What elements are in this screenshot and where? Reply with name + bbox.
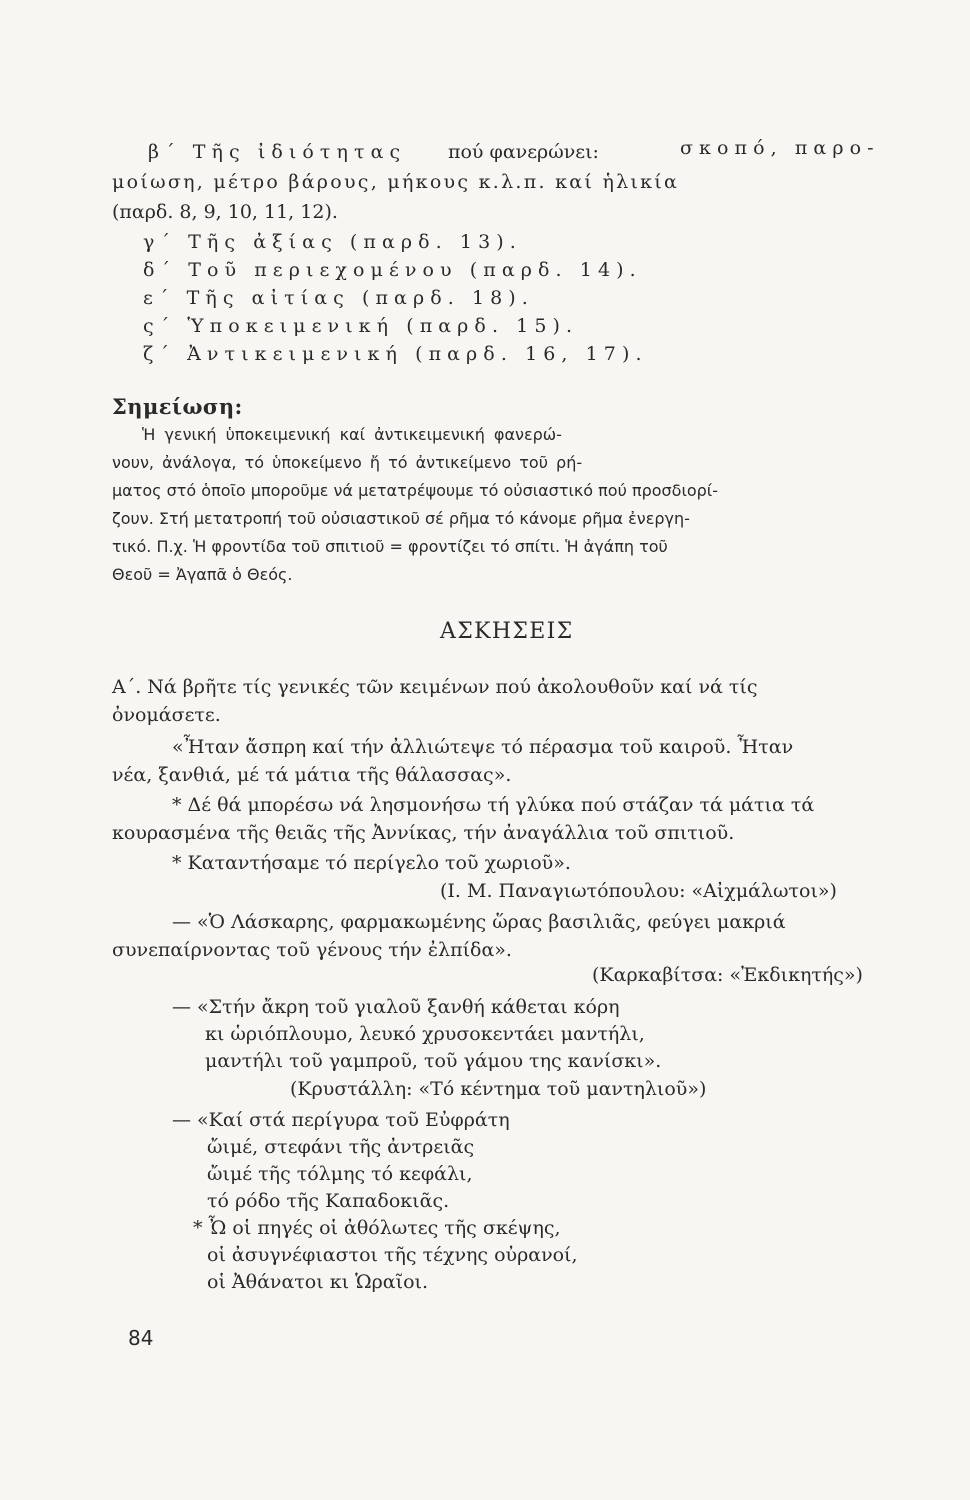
list-item-b-title: β΄ Τῆς ἰδιότητας bbox=[148, 141, 407, 163]
poem-3-line-2: οἱ ἀσυγνέφιαστοι τῆς τέχνης οὐρανοί, bbox=[207, 1244, 578, 1266]
poem-3-line-3: οἱ Ἀθάνατοι κι Ὡραῖοι. bbox=[207, 1271, 429, 1293]
source-1: (Ι. Μ. Παναγιωτόπουλου: «Αἰχμάλωτοι») bbox=[440, 880, 837, 902]
exercise-a-line-1: Α΄. Νά βρῆτε τίς γενικές τῶν κειμένων πού ἀκολουθοῦν καί νά τίς bbox=[112, 676, 758, 698]
note-line-6: Θεοῦ = Ἀγαπᾶ ὁ Θεός. bbox=[112, 565, 293, 584]
note-line-5: τικό. Π.χ. Ἡ φροντίδα τοῦ σπιτιοῦ = φροντίζει τό σπίτι. Ἡ ἀγάπη τοῦ bbox=[112, 537, 668, 556]
poem-3-line-1: * Ὦ οἱ πηγές οἱ ἀθόλωτες τῆς σκέψης, bbox=[193, 1217, 561, 1239]
list-item-st: ς΄ Ὑποκειμενική (παρδ. 15). bbox=[143, 315, 579, 337]
poem-2-line-4: τό ρόδο τῆς Καπαδοκιᾶς. bbox=[207, 1190, 450, 1212]
list-item-b-middle: πού φανερώνει: bbox=[448, 141, 599, 163]
page-number: 84 bbox=[128, 1326, 154, 1350]
quote-2-line-2: συνεπαίρνοντας τοῦ γένους τήν ἐλπίδα». bbox=[112, 939, 512, 961]
list-item-z: ζ΄ Ἀντικειμενική (παρδ. 16, 17). bbox=[143, 343, 648, 365]
quote-1-line-5: * Καταντήσαμε τό περίγελο τοῦ χωριοῦ». bbox=[172, 852, 571, 874]
exercises-title: ΑΣΚΗΣΕΙΣ bbox=[440, 619, 574, 644]
note-line-4: ζουν. Στή μετατροπή τοῦ οὐσιαστικοῦ σέ ρῆμα τό κάνομε ρῆμα ἐνεργη- bbox=[112, 509, 690, 528]
list-item-b-line3: (παρδ. 8, 9, 10, 11, 12). bbox=[112, 201, 338, 223]
list-item-b-line2: μοίωση, μέτρο βάρους, μήκους κ.λ.π. καί ἡλικία bbox=[112, 171, 680, 193]
poem-2-line-3: ὤιμέ τῆς τόλμης τό κεφάλι, bbox=[207, 1163, 473, 1185]
poem-2-line-1: — «Καί στά περίγυρα τοῦ Εὐφράτη bbox=[172, 1109, 510, 1131]
exercise-a-line-2: ὀνομάσετε. bbox=[112, 704, 221, 726]
note-line-3: ματος στό ὁποῖο μποροῦμε νά μετατρέψουμε τό οὐσιαστικό πού προσδιορί- bbox=[112, 481, 718, 500]
list-item-g: γ΄ Τῆς ἀξίας (παρδ. 13). bbox=[143, 231, 522, 253]
source-3: (Κρυστάλλη: «Τό κέντημα τοῦ μαντηλιοῦ») bbox=[290, 1078, 707, 1100]
quote-1-line-1: «Ἦταν ἄσπρη καί τήν ἀλλιώτεψε τό πέρασμα τοῦ καιροῦ. Ἦταν bbox=[172, 736, 794, 758]
poem-2-line-2: ὤιμέ, στεφάνι τῆς ἀντρειᾶς bbox=[207, 1136, 475, 1158]
note-heading: Σημείωση: bbox=[112, 394, 243, 419]
quote-1-line-4: κουρασμένα τῆς θειᾶς τῆς Ἀννίκας, τήν ἀναγάλλια τοῦ σπιτιοῦ. bbox=[112, 822, 735, 844]
quote-1-line-2: νέα, ξανθιά, μέ τά μάτια τῆς θάλασσας». bbox=[112, 764, 512, 786]
list-item-e: ε΄ Τῆς αἰτίας (παρδ. 18). bbox=[143, 287, 534, 309]
list-item-b-end: σκοπό, παρο- bbox=[680, 137, 880, 159]
poem-1-line-2: κι ὡριόπλουμο, λευκό χρυσοκεντάει μαντήλι, bbox=[205, 1023, 645, 1045]
note-line-2: νουν, ἀνάλογα, τό ὑποκείμενο ἤ τό ἀντικείμενο τοῦ ρή- bbox=[112, 453, 583, 472]
quote-1-line-3: * Δέ θά μπορέσω νά λησμονήσω τή γλύκα πού στάζαν τά μάτια τά bbox=[172, 794, 815, 816]
poem-1-line-3: μαντήλι τοῦ γαμπροῦ, τοῦ γάμου της κανίσκι». bbox=[205, 1050, 662, 1072]
poem-1-line-1: — «Στήν ἄκρη τοῦ γιαλοῦ ξανθή κάθεται κόρη bbox=[172, 996, 620, 1018]
source-2: (Καρκαβίτσα: «Ἐκδικητής») bbox=[592, 964, 863, 986]
list-item-d: δ΄ Τοῦ περιεχομένου (παρδ. 14). bbox=[143, 259, 642, 281]
note-line-1: Ἡ γενική ὑποκειμενική καί ἀντικειμενική φανερώ- bbox=[142, 425, 562, 444]
quote-2-line-1: — «Ὁ Λάσκαρης, φαρμακωμένης ὥρας βασιλιᾶς, φεύγει μακριά bbox=[172, 911, 786, 933]
